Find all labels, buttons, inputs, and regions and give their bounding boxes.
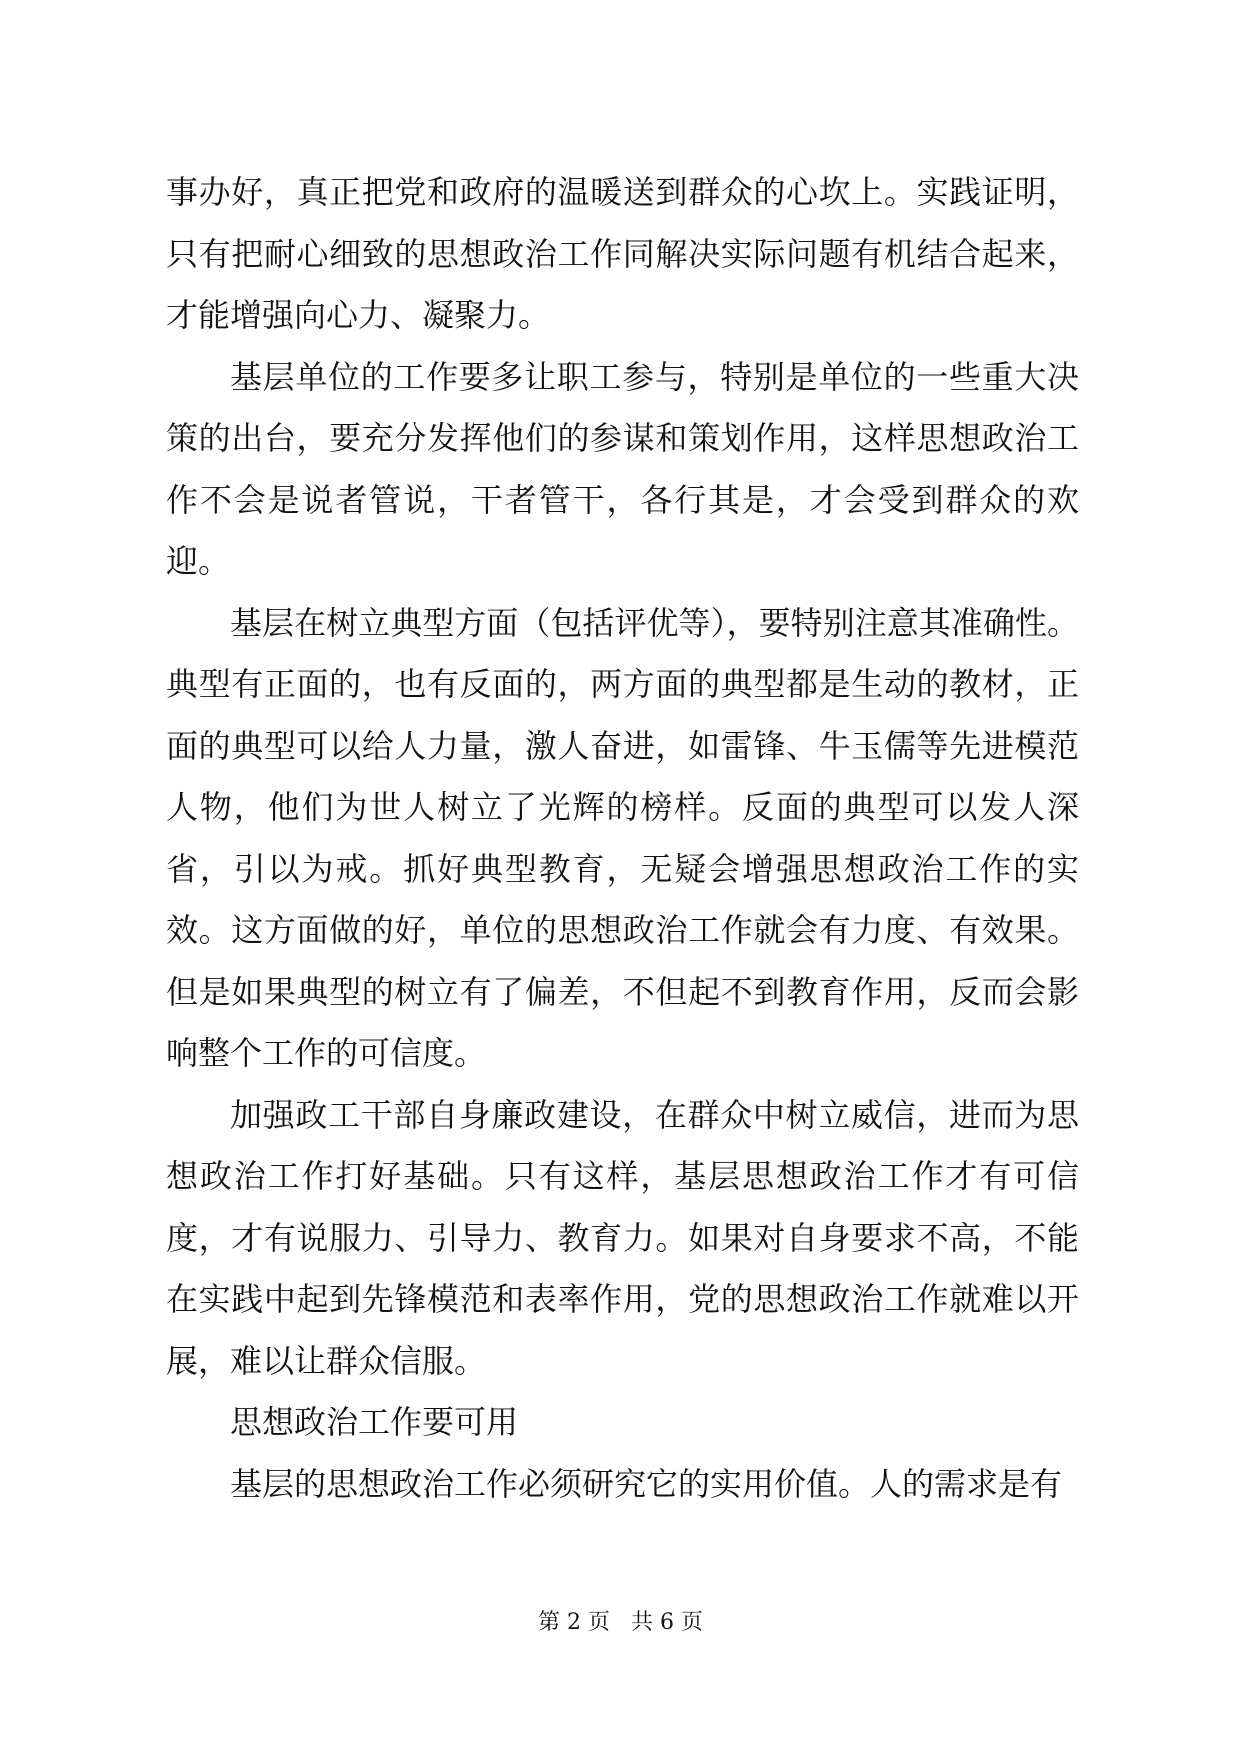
paragraph: 加强政工干部自身廉政建设，在群众中树立威信，进而为思想政治工作打好基础。只有这样，基层思想政治工作才有可信度，才有说服力、引导力、教育力。如果对自身要求不高，不能在实践中起到先锋模范和表率作用，党的思想政治工作就难以开展，难以让群众信服。 bbox=[166, 1095, 1079, 1380]
page-footer bbox=[0, 1608, 1241, 1638]
paragraph: 基层在树立典型方面（包括评优等），要特别注意其准确性。典型有正面的，也有反面的，两方面的典型都是生动的教材，正面的典型可以给人力量，激人奋进，如雷锋、牛玉儒等先进模范人物，他们为世人树立了光辉的榜样。反面的典型可以发人深省，引以为戒。抓好典型教育，无疑会增强思想政治工作的实效。这方面做的好，单位的思想政治工作就会有力度、有效果。但是如果典型的树立有了偏差，不但起不到教育作用，反而会影响整个工作的可信度。 bbox=[166, 603, 1079, 1072]
document-body bbox=[166, 162, 1079, 1515]
paragraph: 事办好，真正把党和政府的温暖送到群众的心坎上。实践证明，只有把耐心细致的思想政治工作同解决实际问题有机结合起来，才能增强向心力、凝聚力。 bbox=[166, 173, 1079, 334]
paragraph: 基层单位的工作要多让职工参与，特别是单位的一些重大决策的出台，要充分发挥他们的参谋和策划作用，这样思想政治工作不会是说者管说，干者管干，各行其是，才会受到群众的欢迎。 bbox=[166, 357, 1079, 580]
paragraph: 基层的思想政治工作必须研究它的实用价值。人的需求是有 bbox=[230, 1464, 1063, 1503]
page-number: 第 2 页 bbox=[538, 1610, 610, 1635]
page-total: 共 6 页 bbox=[631, 1610, 703, 1635]
section-heading: 思想政治工作要可用 bbox=[230, 1403, 519, 1441]
